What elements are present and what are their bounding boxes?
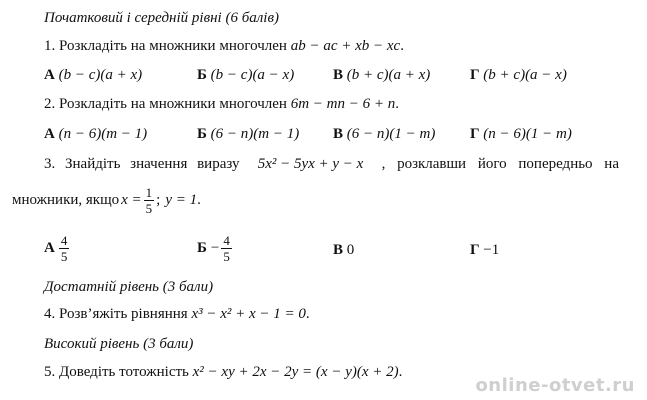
question-2-text: 2. Розкладіть на множники многочлен <box>44 96 291 112</box>
q3-option-b-numerator: 4 <box>223 233 230 248</box>
q2-option-b <box>197 126 299 143</box>
condition-x-numerator: 1 <box>145 185 153 200</box>
q3-option-d-letter: Г <box>470 242 480 258</box>
q3-option-a <box>44 234 71 263</box>
question-1-expression: ab − ac + xb − xc <box>290 38 401 54</box>
q3-option-a-letter: А <box>44 240 55 256</box>
condition-x-fraction <box>144 186 155 215</box>
condition-x: x = <box>121 192 142 208</box>
q2-option-c-value: (6 − n)(1 − m) <box>346 126 436 142</box>
watermark: online-otvet.ru <box>475 375 635 396</box>
q1-option-c-letter: В <box>333 67 344 83</box>
q1-option-a <box>44 67 142 84</box>
q2-option-a-value: (n − 6)(m − 1) <box>58 126 148 142</box>
question-1-end: . <box>400 38 404 54</box>
q1-option-a-value: (b − c)(a + x) <box>58 67 143 83</box>
q2-option-b-letter: Б <box>197 126 207 142</box>
q2-option-d-value: (n − 6)(1 − m) <box>483 126 572 142</box>
question-4-expression: x³ − x² + x − 1 = 0 <box>191 306 306 322</box>
q1-option-c <box>333 67 430 84</box>
q3-option-a-denominator: 5 <box>60 249 68 264</box>
condition-x-denominator: 5 <box>145 201 153 216</box>
q3-option-a-fraction <box>59 234 70 263</box>
condition-separator: ; <box>156 192 161 208</box>
question-3-end: . <box>197 192 201 208</box>
q2-option-b-value: (6 − n)(m − 1) <box>210 126 300 142</box>
q3-option-a-numerator: 4 <box>60 233 68 248</box>
question-3-line-1 <box>44 156 619 173</box>
question-5 <box>44 364 402 381</box>
question-3-expression: 5x² − 5yx + y − x <box>257 156 364 172</box>
q1-option-a-letter: А <box>44 67 55 83</box>
question-5-expression: x² − xy + 2x − 2y = (x − y)(x + 2) <box>192 364 399 380</box>
question-2-end: . <box>395 96 399 112</box>
level1-title: Початковий і середній рівні (6 балів) <box>44 10 279 26</box>
q2-option-a-letter: А <box>44 126 55 142</box>
question-1-text: 1. Розкладіть на множники многочлен <box>44 38 291 54</box>
question-3-text-c: множники, якщо <box>12 192 120 208</box>
q2-option-c <box>333 126 435 143</box>
q1-option-b-value: (b − c)(a − x) <box>210 67 295 83</box>
question-3-line-2 <box>12 186 201 215</box>
q3-option-c-letter: В <box>333 242 344 258</box>
q3-option-b-letter: Б <box>197 240 207 256</box>
q2-option-d-letter: Г <box>470 126 480 142</box>
q3-option-c <box>333 242 354 259</box>
question-4 <box>44 306 310 323</box>
q3-option-d-value: −1 <box>483 242 500 258</box>
q2-option-a <box>44 126 147 143</box>
question-5-text: 5. Доведіть тотожність <box>44 364 193 380</box>
level3-title: Високий рівень (3 бали) <box>44 336 194 352</box>
question-1 <box>44 38 404 55</box>
condition-y: y = 1 <box>165 192 198 208</box>
q3-option-c-value: 0 <box>346 242 355 258</box>
q1-option-b-letter: Б <box>197 67 207 83</box>
question-2 <box>44 96 399 113</box>
q1-option-d-value: (b + c)(a − x) <box>483 67 567 83</box>
q3-option-b-sign: − <box>210 240 220 256</box>
question-3-text: 3. Знайдіть значення виразу <box>44 156 240 172</box>
q2-option-d <box>470 126 572 143</box>
level2-title: Достатній рівень (3 бали) <box>44 279 214 295</box>
question-2-expression: 6m − mn − 6 + n <box>290 96 396 112</box>
q3-option-b <box>197 234 234 263</box>
question-4-end: . <box>305 306 310 322</box>
q1-option-d-letter: Г <box>470 67 480 83</box>
q1-option-c-value: (b + c)(a + x) <box>346 67 431 83</box>
q1-option-d <box>470 67 567 84</box>
q3-option-b-denominator: 5 <box>223 249 230 264</box>
q2-option-c-letter: В <box>333 126 344 142</box>
question-4-text: 4. Розв’яжіть рівняння <box>44 306 192 322</box>
q3-option-d <box>470 242 499 259</box>
q1-option-b <box>197 67 294 84</box>
question-5-end: . <box>398 364 403 380</box>
q3-option-b-fraction <box>221 234 232 263</box>
question-3-text-b: , розклавши його попередньо на <box>381 156 619 172</box>
